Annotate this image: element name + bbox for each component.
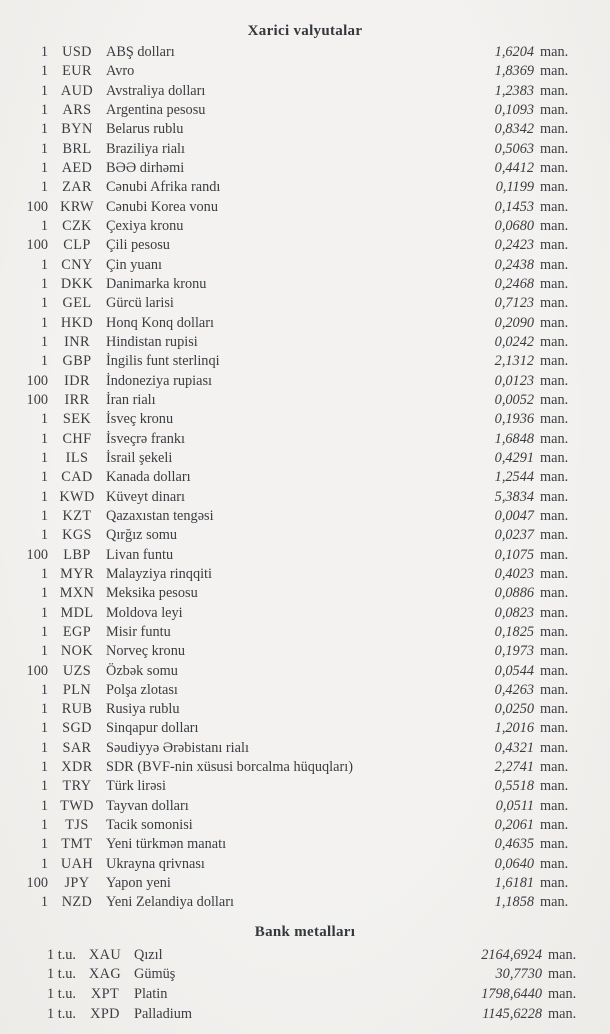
currency-row <box>0 546 610 565</box>
currency-rate: 0,7123 <box>494 295 534 312</box>
currency-rate: 0,8342 <box>494 121 534 138</box>
currency-row <box>0 294 610 313</box>
currency-row <box>0 333 610 352</box>
metal-code: XPT <box>90 985 120 1002</box>
currency-name: Yeni türkmən manatı <box>106 836 227 853</box>
currency-row <box>0 140 610 159</box>
currency-name: Sinqapur dolları <box>106 720 199 737</box>
currency-unit-label: man. <box>540 894 569 911</box>
currency-rate: 2,2741 <box>494 759 534 776</box>
currency-code: CZK <box>62 217 92 234</box>
currency-unit-label: man. <box>540 681 569 698</box>
currency-code: TJS <box>65 817 89 834</box>
currency-rate: 1,2544 <box>494 469 534 486</box>
currency-row <box>0 507 610 526</box>
currency-unit-label: man. <box>540 63 569 80</box>
currency-unit-label: man. <box>540 391 569 408</box>
currency-unit-label: man. <box>540 836 569 853</box>
currency-quantity: 1 <box>40 527 48 544</box>
currency-name: Cənubi Korea vonu <box>106 198 218 215</box>
currency-unit-label: man. <box>540 295 569 312</box>
foreign-currencies-section-title: Xarici valyutalar <box>247 23 363 39</box>
currency-rate: 0,4412 <box>494 159 534 176</box>
currency-quantity: 1 <box>40 101 48 118</box>
currency-rate: 0,2468 <box>494 275 534 292</box>
currency-code: SEK <box>62 411 92 428</box>
currency-row <box>0 719 610 738</box>
currency-quantity: 1 <box>40 720 48 737</box>
metal-name: Qızıl <box>134 946 163 963</box>
currency-quantity: 1 <box>40 63 48 80</box>
currency-rate: 0,1075 <box>494 546 534 563</box>
metal-unit-label: man. <box>548 946 577 963</box>
metal-name: Gümüş <box>134 966 176 983</box>
currency-code: MDL <box>60 604 94 621</box>
metal-rate: 2164,6924 <box>481 946 542 963</box>
currency-quantity: 1 <box>40 701 48 718</box>
currency-row <box>0 739 610 758</box>
currency-rate: 0,0544 <box>494 662 534 679</box>
currency-code: XDR <box>61 759 93 776</box>
currency-code: CAD <box>61 469 93 486</box>
currency-unit-label: man. <box>540 817 569 834</box>
currency-rate: 1,2016 <box>494 720 534 737</box>
currency-name: Moldova leyi <box>106 604 183 621</box>
currency-rate: 0,0640 <box>494 855 534 872</box>
currency-name: İsrail şekeli <box>106 449 173 466</box>
currency-quantity: 1 <box>40 430 48 447</box>
metal-quantity: 1 t.u. <box>47 966 76 983</box>
currency-code: CNY <box>61 256 93 273</box>
currency-name: Özbək somu <box>106 662 178 679</box>
currency-quantity: 1 <box>40 217 48 234</box>
currency-row <box>0 391 610 410</box>
currency-code: KGS <box>62 527 92 544</box>
currency-rate: 1,2383 <box>494 82 534 99</box>
currency-rate: 0,2438 <box>494 256 534 273</box>
currency-unit-label: man. <box>540 585 569 602</box>
currency-name: Qazaxıstan tengəsi <box>106 507 214 524</box>
currency-rate: 0,5518 <box>494 778 534 795</box>
currency-code: HKD <box>60 314 94 331</box>
currency-unit-label: man. <box>540 159 569 176</box>
currency-name: Çexiya kronu <box>106 217 184 234</box>
currency-row <box>0 604 610 623</box>
currency-name: İngilis funt sterlinqi <box>106 353 220 370</box>
currency-rate: 0,1936 <box>494 411 534 428</box>
metal-quantity: 1 t.u. <box>47 1005 76 1022</box>
currency-quantity: 1 <box>40 256 48 273</box>
currency-name: Səudiyyə Ərəbistanı rialı <box>106 739 249 756</box>
currency-rate: 0,2090 <box>494 314 534 331</box>
currency-rate: 0,0047 <box>494 507 534 524</box>
currency-rate: 1,6204 <box>494 44 534 60</box>
currency-rate: 0,1093 <box>494 101 534 118</box>
currency-quantity: 1 <box>40 159 48 176</box>
currency-name: Misir funtu <box>106 623 171 640</box>
currency-name: BƏƏ dirhəmi <box>106 159 185 176</box>
currency-code: NOK <box>60 643 94 660</box>
currency-name: Malayziya rinqqiti <box>106 565 213 582</box>
currency-row <box>0 797 610 816</box>
currency-unit-label: man. <box>540 643 569 660</box>
currency-name: Qırğız somu <box>106 527 178 544</box>
currency-quantity: 1 <box>40 333 48 350</box>
currency-row <box>0 236 610 255</box>
currency-rate: 0,0886 <box>494 585 534 602</box>
currency-name: Braziliya rialı <box>106 140 185 157</box>
currency-row <box>0 82 610 101</box>
currency-rate: 0,4263 <box>494 681 534 698</box>
currency-quantity: 100 <box>26 875 48 892</box>
currency-name: Livan funtu <box>106 546 174 563</box>
currency-quantity: 100 <box>26 237 48 254</box>
currency-row <box>0 893 610 912</box>
currency-code: TRY <box>62 778 92 795</box>
currency-code: PLN <box>62 681 92 698</box>
currency-row <box>0 777 610 796</box>
currency-quantity: 1 <box>40 739 48 756</box>
currency-name: Honq Konq dolları <box>106 314 215 331</box>
currency-code: IRR <box>64 391 90 408</box>
currency-rate: 0,4023 <box>494 565 534 582</box>
currency-quantity: 1 <box>40 44 48 60</box>
currency-quantity: 1 <box>40 855 48 872</box>
currency-row <box>0 449 610 468</box>
currency-quantity: 1 <box>40 121 48 138</box>
currency-rate: 0,1199 <box>495 179 534 196</box>
currency-rate: 0,0052 <box>494 391 534 408</box>
currency-name: Avstraliya dolları <box>106 82 206 99</box>
currency-unit-label: man. <box>540 121 569 138</box>
metal-row <box>0 946 610 966</box>
currency-row <box>0 565 610 584</box>
currency-rate: 0,0680 <box>494 217 534 234</box>
foreign-currencies-list <box>0 43 610 913</box>
currency-code: DKK <box>60 275 94 292</box>
currency-quantity: 1 <box>40 295 48 312</box>
metal-code: XPD <box>90 1005 120 1022</box>
currency-unit-label: man. <box>540 875 569 892</box>
currency-row <box>0 62 610 81</box>
currency-unit-label: man. <box>540 449 569 466</box>
currency-quantity: 1 <box>40 585 48 602</box>
currency-name: İndoneziya rupiası <box>106 372 212 389</box>
currency-row <box>0 855 610 874</box>
currency-unit-label: man. <box>540 662 569 679</box>
currency-quantity: 1 <box>40 507 48 524</box>
metal-rate: 30,7730 <box>495 966 542 983</box>
metal-unit-label: man. <box>548 1005 577 1022</box>
currency-row <box>0 410 610 429</box>
currency-rate: 1,8369 <box>494 63 534 80</box>
currency-unit-label: man. <box>540 314 569 331</box>
currency-code: INR <box>64 333 90 350</box>
currency-code: GBP <box>62 353 92 370</box>
currency-code: KWD <box>59 488 95 505</box>
currency-quantity: 1 <box>40 353 48 370</box>
currency-quantity: 100 <box>26 546 48 563</box>
currency-unit-label: man. <box>540 797 569 814</box>
currency-quantity: 1 <box>40 469 48 486</box>
currency-code: RUB <box>61 701 93 718</box>
currency-name: Gürcü larisi <box>106 295 174 312</box>
currency-row <box>0 681 610 700</box>
currency-row <box>0 372 610 391</box>
currency-name: Meksika pesosu <box>106 585 198 602</box>
currency-quantity: 1 <box>40 275 48 292</box>
currency-code: USD <box>62 44 92 60</box>
currency-unit-label: man. <box>540 372 569 389</box>
metal-row <box>0 985 610 1005</box>
currency-rate: 0,0250 <box>494 701 534 718</box>
currency-name: Küveyt dinarı <box>106 488 186 505</box>
currency-quantity: 1 <box>40 82 48 99</box>
currency-code: LBP <box>63 546 91 563</box>
currency-quantity: 1 <box>40 797 48 814</box>
currency-name: Ukrayna qrivnası <box>106 855 205 872</box>
currency-code: ZAR <box>62 179 92 196</box>
currency-row <box>0 468 610 487</box>
currency-unit-label: man. <box>540 179 569 196</box>
currency-unit-label: man. <box>540 778 569 795</box>
currency-name: Polşa zlotası <box>106 681 178 698</box>
currency-row <box>0 700 610 719</box>
currency-row <box>0 314 610 333</box>
currency-rate: 0,5063 <box>494 140 534 157</box>
currency-unit-label: man. <box>540 855 569 872</box>
currency-name: İsveç kronu <box>106 411 174 428</box>
currency-code: SAR <box>62 739 92 756</box>
currency-name: Çin yuanı <box>106 256 162 273</box>
currency-quantity: 1 <box>40 623 48 640</box>
currency-rate: 2,1312 <box>494 353 534 370</box>
currency-row <box>0 178 610 197</box>
currency-code: UAH <box>60 855 94 872</box>
metal-unit-label: man. <box>548 985 577 1002</box>
currency-name: Çili pesosu <box>106 237 170 254</box>
currency-row <box>0 662 610 681</box>
currency-unit-label: man. <box>540 546 569 563</box>
metal-row <box>0 1005 610 1025</box>
currency-unit-label: man. <box>540 140 569 157</box>
currency-quantity: 1 <box>40 488 48 505</box>
metal-rate: 1798,6440 <box>481 985 542 1002</box>
currency-quantity: 1 <box>40 179 48 196</box>
currency-rate: 0,1825 <box>494 623 534 640</box>
currency-name: Kanada dolları <box>106 469 191 486</box>
currency-code: AED <box>61 159 93 176</box>
currency-name: Rusiya rublu <box>106 701 180 718</box>
currency-rate: 0,0237 <box>494 527 534 544</box>
currency-unit-label: man. <box>540 430 569 447</box>
currency-unit-label: man. <box>540 82 569 99</box>
currency-unit-label: man. <box>540 527 569 544</box>
currency-row <box>0 217 610 236</box>
currency-quantity: 1 <box>40 449 48 466</box>
metal-row <box>0 965 610 985</box>
currency-unit-label: man. <box>540 101 569 118</box>
currency-name: Argentina pesosu <box>106 101 206 118</box>
currency-rate: 5,3834 <box>494 488 534 505</box>
currency-row <box>0 256 610 275</box>
currency-rate: 0,4635 <box>494 836 534 853</box>
currency-row <box>0 120 610 139</box>
currency-rate: 0,1453 <box>494 198 534 215</box>
currency-row <box>0 43 610 62</box>
currency-code: ARS <box>62 101 92 118</box>
currency-quantity: 1 <box>40 314 48 331</box>
currency-row <box>0 275 610 294</box>
currency-code: NZD <box>61 894 93 911</box>
currency-quantity: 1 <box>40 836 48 853</box>
currency-row <box>0 101 610 120</box>
currency-name: Danimarka kronu <box>106 275 207 292</box>
currency-name: Yapon yeni <box>106 875 171 892</box>
currency-name: Cənubi Afrika randı <box>106 179 221 196</box>
currency-quantity: 1 <box>40 778 48 795</box>
bank-metals-list <box>0 946 610 1024</box>
currency-rate: 0,4321 <box>494 739 534 756</box>
currency-quantity: 1 <box>40 643 48 660</box>
currency-code: EGP <box>62 623 92 640</box>
currency-row <box>0 488 610 507</box>
currency-name: İran rialı <box>106 391 156 408</box>
metal-rate: 1145,6228 <box>482 1005 542 1022</box>
metal-quantity: 1 t.u. <box>47 985 76 1002</box>
currency-row <box>0 642 610 661</box>
currency-unit-label: man. <box>540 411 569 428</box>
currency-name: Tayvan dolları <box>106 797 189 814</box>
currency-unit-label: man. <box>540 701 569 718</box>
currency-quantity: 1 <box>40 411 48 428</box>
currency-name: Belarus rublu <box>106 121 184 138</box>
currency-unit-label: man. <box>540 507 569 524</box>
currency-code: BYN <box>61 121 93 138</box>
currency-row <box>0 874 610 893</box>
currency-code: JPY <box>64 875 90 892</box>
currency-quantity: 1 <box>40 894 48 911</box>
currency-quantity: 100 <box>26 391 48 408</box>
currency-row <box>0 526 610 545</box>
currency-unit-label: man. <box>540 237 569 254</box>
currency-row <box>0 835 610 854</box>
currency-row <box>0 159 610 178</box>
currency-quantity: 1 <box>40 681 48 698</box>
currency-quantity: 100 <box>26 372 48 389</box>
currency-rate: 0,1973 <box>494 643 534 660</box>
metal-name: Palladium <box>134 1005 192 1022</box>
currency-code: CLP <box>63 237 91 254</box>
currency-name: Yeni Zelandiya dolları <box>106 894 234 911</box>
currency-unit-label: man. <box>540 198 569 215</box>
currency-code: EUR <box>62 63 92 80</box>
currency-name: ABŞ dolları <box>106 44 175 60</box>
currency-name: Hindistan rupisi <box>106 333 198 350</box>
currency-code: SGD <box>62 720 92 737</box>
currency-quantity: 1 <box>40 604 48 621</box>
currency-rate: 1,1858 <box>494 894 534 911</box>
currency-code: GEL <box>62 295 92 312</box>
currency-rate: 0,2061 <box>494 817 534 834</box>
currency-name: Türk lirəsi <box>106 778 166 795</box>
currency-code: TWD <box>60 797 94 814</box>
currency-row <box>0 430 610 449</box>
currency-unit-label: man. <box>540 488 569 505</box>
currency-unit-label: man. <box>540 333 569 350</box>
currency-row <box>0 198 610 217</box>
currency-rate: 0,0242 <box>494 333 534 350</box>
currency-name: İsveçrə frankı <box>106 430 185 447</box>
currency-rate: 0,0511 <box>495 797 534 814</box>
currency-quantity: 1 <box>40 565 48 582</box>
currency-quantity: 100 <box>26 198 48 215</box>
currency-code: BRL <box>62 140 92 157</box>
currency-unit-label: man. <box>540 565 569 582</box>
metal-quantity: 1 t.u. <box>47 946 76 963</box>
currency-unit-label: man. <box>540 720 569 737</box>
currency-unit-label: man. <box>540 256 569 273</box>
currency-name: Avro <box>106 63 135 80</box>
currency-quantity: 100 <box>26 662 48 679</box>
currency-name: SDR (BVF-nin xüsusi borcalma hüquqları) <box>106 759 353 776</box>
currency-rate: 0,4291 <box>494 449 534 466</box>
currency-rate: 0,2423 <box>494 237 534 254</box>
currency-unit-label: man. <box>540 353 569 370</box>
metal-code: XAG <box>88 966 122 983</box>
currency-unit-label: man. <box>540 44 569 60</box>
metal-code: XAU <box>88 946 122 963</box>
currency-code: MXN <box>59 585 95 602</box>
currency-unit-label: man. <box>540 275 569 292</box>
currency-code: AUD <box>60 82 94 99</box>
currency-quantity: 1 <box>40 759 48 776</box>
currency-row <box>0 758 610 777</box>
currency-unit-label: man. <box>540 604 569 621</box>
currency-rate: 0,0823 <box>494 604 534 621</box>
currency-name: Norveç kronu <box>106 643 186 660</box>
currency-code: UZS <box>62 662 92 679</box>
currency-rate: 1,6181 <box>494 875 534 892</box>
currency-rate: 1,6848 <box>494 430 534 447</box>
currency-row <box>0 584 610 603</box>
currency-row <box>0 816 610 835</box>
currency-name: Tacik somonisi <box>106 817 193 834</box>
currency-code: CHF <box>62 430 92 447</box>
metal-unit-label: man. <box>548 966 577 983</box>
currency-code: KZT <box>62 507 92 524</box>
currency-code: ILS <box>65 449 89 466</box>
currency-unit-label: man. <box>540 759 569 776</box>
bank-metals-section-title: Bank metalları <box>254 923 356 940</box>
currency-code: IDR <box>64 372 90 389</box>
currency-code: TMT <box>61 836 93 853</box>
currency-unit-label: man. <box>540 623 569 640</box>
currency-code: KRW <box>60 198 94 215</box>
currency-rate: 0,0123 <box>494 372 534 389</box>
currency-quantity: 1 <box>40 140 48 157</box>
currency-quantity: 1 <box>40 817 48 834</box>
currency-unit-label: man. <box>540 217 569 234</box>
currency-row <box>0 623 610 642</box>
currency-unit-label: man. <box>540 739 569 756</box>
currency-unit-label: man. <box>540 469 569 486</box>
currency-code: MYR <box>60 565 94 582</box>
metal-name: Platin <box>134 985 168 1002</box>
currency-row <box>0 352 610 371</box>
